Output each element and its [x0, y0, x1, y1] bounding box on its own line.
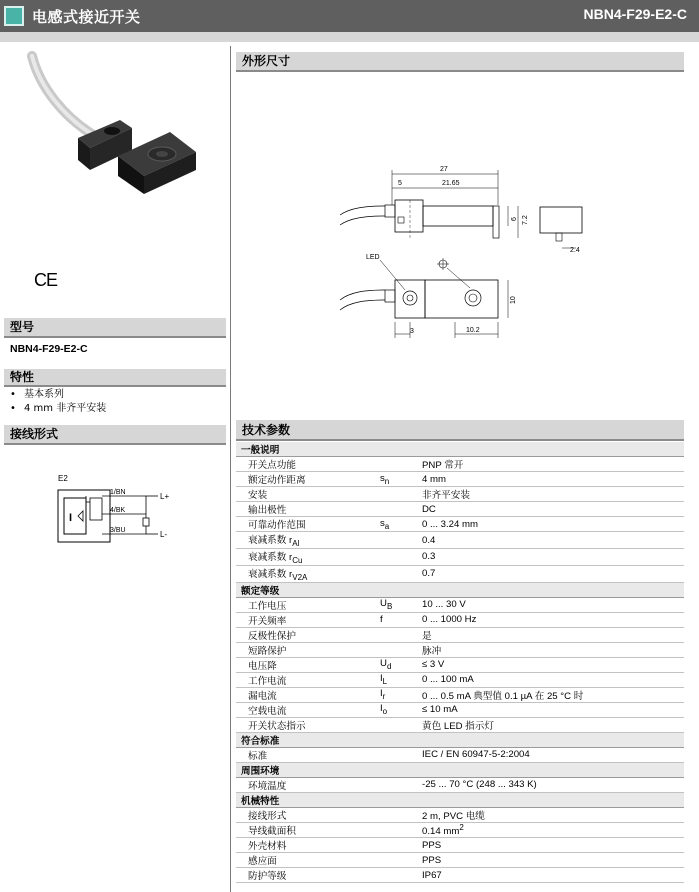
spec-row — [236, 777, 684, 792]
specs-table — [236, 442, 684, 883]
spec-symbol: f — [380, 612, 422, 627]
dim-27: 27 — [440, 166, 448, 173]
spec-label: 感应面 — [236, 853, 380, 868]
spec-symbol: $U_d$ — [380, 657, 422, 672]
model-value: NBN4-F29-E2-C — [10, 343, 88, 355]
wire-plus: L+ — [160, 492, 170, 501]
spec-label: 衰减系数 $r_{V2A}$ — [236, 565, 380, 582]
spec-group-title: 符合标准 — [236, 732, 684, 747]
header-bar — [0, 0, 699, 32]
spec-value: ≤ 3 V — [422, 657, 684, 672]
spec-symbol: $s_a$ — [380, 517, 422, 532]
spec-label: 工作电流 — [236, 672, 380, 687]
spec-label: 短路保护 — [236, 642, 380, 657]
spec-symbol — [380, 777, 422, 792]
spec-row — [236, 747, 684, 762]
spec-value: 0.7 — [422, 565, 684, 582]
spec-symbol — [380, 838, 422, 853]
spec-row — [236, 487, 684, 502]
spec-symbol — [380, 822, 422, 837]
spec-row — [236, 687, 684, 702]
dimension-drawing — [330, 160, 600, 345]
features-section-head: 特性 — [4, 369, 226, 387]
spec-row — [236, 672, 684, 687]
spec-value: 4 mm — [422, 472, 684, 487]
wire-minus: L- — [160, 530, 168, 539]
wiring-section-head: 接线形式 — [4, 425, 226, 445]
spec-label: 工作电压 — [236, 597, 380, 612]
spec-row — [236, 853, 684, 868]
dim-5: 5 — [398, 180, 402, 187]
spec-row — [236, 532, 684, 549]
spec-row — [236, 717, 684, 732]
dim-10: 10 — [510, 296, 517, 304]
dimensions-section-head: 外形尺寸 — [236, 52, 684, 72]
spec-value: PNP 常开 — [422, 457, 684, 472]
spec-label: 额定动作距离 — [236, 472, 380, 487]
features-list — [10, 388, 106, 416]
header-subbar — [0, 32, 699, 42]
spec-label: 开关频率 — [236, 612, 380, 627]
spec-symbol — [380, 642, 422, 657]
spec-label: 接线形式 — [236, 807, 380, 822]
wiring-diagram — [50, 470, 190, 550]
dim-2165: 21.65 — [442, 180, 460, 187]
spec-row — [236, 549, 684, 566]
spec-value: 0 ... 1000 Hz — [422, 612, 684, 627]
model-section-head: 型号 — [4, 318, 226, 338]
spec-row — [236, 702, 684, 717]
spec-value: 非齐平安装 — [422, 487, 684, 502]
spec-value: 黄色 LED 指示灯 — [422, 717, 684, 732]
spec-row — [236, 597, 684, 612]
spec-label: 环境温度 — [236, 777, 380, 792]
spec-symbol — [380, 853, 422, 868]
spec-label: 导线截面积 — [236, 822, 380, 837]
wiring-label: E2 — [58, 474, 68, 483]
spec-value: 0 ... 3.24 mm — [422, 517, 684, 532]
spec-symbol — [380, 627, 422, 642]
spec-value: 0 ... 0.5 mA 典型值 0.1 µA 在 25 °C 时 — [422, 687, 684, 702]
spec-row — [236, 472, 684, 487]
spec-symbol — [380, 457, 422, 472]
spec-symbol: $U_B$ — [380, 597, 422, 612]
spec-row — [236, 868, 684, 883]
spec-row — [236, 807, 684, 822]
ce-mark: CE — [34, 270, 58, 290]
spec-group-row — [236, 582, 684, 597]
spec-label: 开关状态指示 — [236, 717, 380, 732]
spec-symbol: $I_o$ — [380, 702, 422, 717]
spec-label: 电压降 — [236, 657, 380, 672]
spec-label: 衰减系数 $r_{Cu}$ — [236, 549, 380, 566]
spec-value: DC — [422, 502, 684, 517]
wire-bn: 1/BN — [110, 489, 126, 496]
spec-value: IEC / EN 60947-5-2:2004 — [422, 747, 684, 762]
dim-6: 6 — [511, 217, 518, 221]
spec-label: 安装 — [236, 487, 380, 502]
dim-102: 10.2 — [466, 327, 480, 334]
page-title: 电感式接近开关 — [32, 8, 141, 26]
spec-group-title: 机械特性 — [236, 792, 684, 807]
model-number: NBN4-F29-E2-C — [583, 6, 687, 22]
feature-item: • 基本系列 — [10, 388, 106, 402]
spec-symbol — [380, 532, 422, 549]
feature-item: • 4 mm 非齐平安装 — [10, 402, 106, 416]
spec-row — [236, 565, 684, 582]
spec-value: PPS — [422, 838, 684, 853]
spec-row — [236, 517, 684, 532]
spec-row — [236, 838, 684, 853]
spec-value: 脉冲 — [422, 642, 684, 657]
spec-symbol: $I_r$ — [380, 687, 422, 702]
dim-led: LED — [366, 254, 380, 261]
spec-group-title: 一般说明 — [236, 442, 684, 457]
spec-label: 外壳材料 — [236, 838, 380, 853]
spec-value: 0.14 $mm^2$ — [422, 822, 684, 837]
spec-group-row — [236, 732, 684, 747]
wire-bu: 3/BU — [110, 527, 126, 534]
spec-value: 10 ... 30 V — [422, 597, 684, 612]
spec-label: 反极性保护 — [236, 627, 380, 642]
spec-value: ≤ 10 mA — [422, 702, 684, 717]
spec-value: PPS — [422, 853, 684, 868]
spec-value: 是 — [422, 627, 684, 642]
dim-24: 2.4 — [570, 247, 580, 254]
spec-row — [236, 627, 684, 642]
specs-section-head: 技术参数 — [236, 420, 684, 441]
spec-group-title: 额定等级 — [236, 582, 684, 597]
product-photo — [20, 48, 220, 248]
brand-logo — [4, 6, 24, 26]
spec-row — [236, 612, 684, 627]
wire-bk: 4/BK — [110, 507, 126, 514]
spec-row — [236, 502, 684, 517]
dim-3: 3 — [410, 328, 414, 335]
spec-row — [236, 457, 684, 472]
spec-label: 衰减系数 $r_{Al}$ — [236, 532, 380, 549]
spec-symbol — [380, 502, 422, 517]
spec-symbol — [380, 868, 422, 883]
spec-label: 漏电流 — [236, 687, 380, 702]
spec-label: 可靠动作范围 — [236, 517, 380, 532]
spec-symbol: $I_L$ — [380, 672, 422, 687]
spec-group-title: 周围环境 — [236, 762, 684, 777]
spec-row — [236, 642, 684, 657]
spec-value: 0.3 — [422, 549, 684, 566]
spec-symbol — [380, 487, 422, 502]
spec-row — [236, 822, 684, 837]
spec-symbol — [380, 717, 422, 732]
spec-symbol: $s_n$ — [380, 472, 422, 487]
spec-value: IP67 — [422, 868, 684, 883]
spec-label: 开关点功能 — [236, 457, 380, 472]
spec-symbol — [380, 807, 422, 822]
spec-value: 0 ... 100 mA — [422, 672, 684, 687]
spec-group-row — [236, 762, 684, 777]
spec-value: 2 m, PVC 电缆 — [422, 807, 684, 822]
dim-72: 7.2 — [522, 215, 529, 225]
spec-label: 空载电流 — [236, 702, 380, 717]
spec-group-row — [236, 442, 684, 457]
spec-group-row — [236, 792, 684, 807]
spec-value: -25 ... 70 °C (248 ... 343 K) — [422, 777, 684, 792]
spec-value: 0.4 — [422, 532, 684, 549]
spec-symbol — [380, 565, 422, 582]
column-divider — [230, 46, 231, 892]
spec-label: 输出极性 — [236, 502, 380, 517]
spec-row — [236, 657, 684, 672]
spec-label: 标准 — [236, 747, 380, 762]
svg-text:I: I — [69, 512, 73, 524]
spec-label: 防护等级 — [236, 868, 380, 883]
spec-symbol — [380, 549, 422, 566]
spec-symbol — [380, 747, 422, 762]
